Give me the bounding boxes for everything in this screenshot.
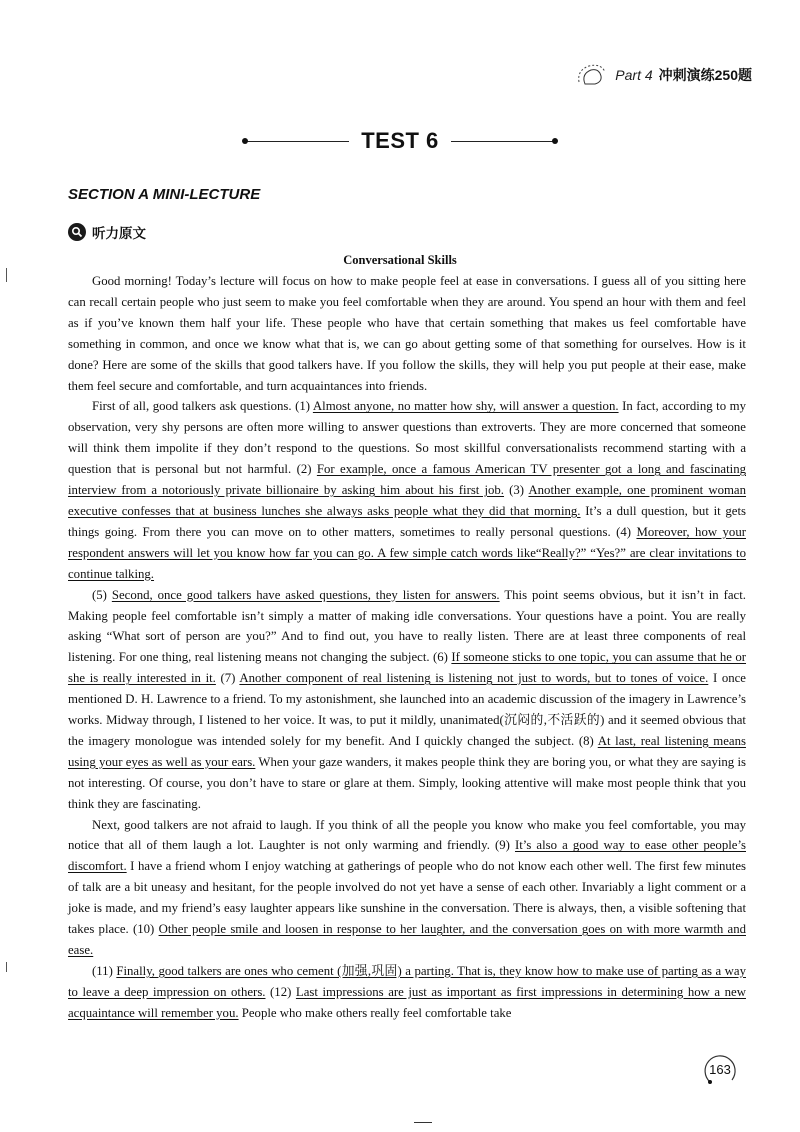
heading-rule-left xyxy=(245,141,349,142)
paragraph-text: (7) xyxy=(215,671,240,686)
article-title: Conversational Skills xyxy=(343,253,457,267)
paragraph-text: (5) xyxy=(92,587,112,602)
underlined-answer-text: Last impressions are just as important as first impressions in determining how a new acquaintance will remember you. xyxy=(68,984,746,1020)
underlined-answer-text: If someone sticks to one topic, you can assume that he or she is really interested in it. xyxy=(68,650,747,686)
page-number-text: 163 xyxy=(709,1062,731,1077)
paragraph-text: When your gaze wanders, it makes people think they are boring you, or what they are saying is not interesting. Of course, you don’t have to stare or glare at them. Simply, looking attentive will make most people think that you think they are fascinating. xyxy=(68,754,746,811)
paragraph-text: Good morning! Today’s lecture will focus on how to make people feel at ease in conversations. I guess all of you sitting here can recall certain people who just seem to make you feel comfortable when they are around. You spend an hour with them and feel as if you’ve known them half your life. These people who have that certain something that makes us feel comfortable have something in common, and once we know what that is, we can go about getting some of that something for ourselves. How is it done? Here are some of the skills that good talkers have. If you follow the skills, they will help you put people at their ease, make them feel secure and comfortable, and turn acquaintances into friends. xyxy=(68,274,746,393)
heading-rule-right xyxy=(451,141,555,142)
paragraph xyxy=(68,961,746,1024)
listening-label: 听力原文 xyxy=(92,226,146,242)
paragraph xyxy=(68,396,746,584)
part-decoration-icon xyxy=(575,62,609,88)
paragraph-text: Next, good talkers are not afraid to laugh. If you think of all the people you know who make you feel comfortable, you may notice that all of them laugh a lot. Laughter is not only warming and friendly. (9) xyxy=(68,817,746,853)
margin-mark xyxy=(6,268,7,282)
paragraph-text: (12) xyxy=(265,984,296,999)
paragraph-text: (11) xyxy=(92,963,117,978)
underlined-answer-text: Finally, good talkers are ones who cement (加强,巩固) a parting. That is, they know how to make use of parting as a way to leave a deep impression on others. xyxy=(68,963,746,999)
paragraph-text: I have a friend whom I enjoy watching at gatherings of people who do not know each other well. The first few minutes of talk are a bit uneasy and hesitant, for the people involved do not yet have a sense of each other. Invariably a light comment or a joke is made, and my friend’s easy laughter appears like sunshine in the conversation. There is always, then, a visible softening that takes place. (10) xyxy=(68,859,746,937)
underlined-answer-text: At last, real listening means using your eyes as well as your ears. xyxy=(68,733,746,769)
margin-mark xyxy=(6,962,7,972)
paragraph-text: (3) xyxy=(504,483,529,498)
paragraph-text: First of all, good talkers ask questions. (1) xyxy=(92,399,313,414)
paragraph xyxy=(68,585,746,815)
bottom-mark xyxy=(414,1122,432,1123)
paragraph-text: In fact, according to my observation, very shy persons are often more willing to answer questions than extroverts. They are more concerned that someone will think them impolite if they don’t respond to the questions. So most skillful conversationalists recommend starting with a question that is personal but not harmful. (2) xyxy=(68,399,747,477)
underlined-answer-text: It’s also a good way to ease other people’s discomfort. xyxy=(68,838,746,874)
paragraph-text: This point seems obvious, but it isn’t in fact. Making people feel comfortable isn’t simply a matter of making idle conversations. Your questions have a point. You are really asking “What sort of person are you?” And to find out, you have to really listen. There are at least three components of real listening. For one thing, real listening means not changing the subject. (6) xyxy=(68,587,746,665)
underlined-answer-text: Another component of real listening is listening not just to words, but to tones of voice. xyxy=(239,671,709,686)
underlined-answer-text: Other people smile and loosen in response to her laughter, and the conversation goes on with more warmth and ease. xyxy=(68,922,746,957)
part-label: Part 4 xyxy=(615,67,653,83)
underlined-answer-text: Almost anyone, no matter how shy, will answer a question. xyxy=(312,399,619,414)
magnifier-icon xyxy=(68,223,86,241)
test-title: TEST 6 xyxy=(361,128,439,153)
underlined-answer-text: Second, once good talkers have asked questions, they listen for answers. xyxy=(111,587,500,602)
running-header xyxy=(575,62,752,88)
paragraph-text: People who make others really feel comfortable take xyxy=(238,1005,512,1020)
paragraph-text: It’s a dull question, but it gets things going. From there you can move on to other matters, sometimes to really personal questions. (4) xyxy=(68,503,746,539)
listening-label-row xyxy=(68,222,146,242)
paragraph xyxy=(68,271,746,396)
underlined-answer-text: Moreover, how your respondent answers will let you know how far you can go. A few simple catch words like“Really?” “Yes?” are clear invitations to continue talking. xyxy=(68,524,746,581)
section-chinese-title: 冲刺演练250题 xyxy=(658,67,752,83)
underlined-answer-text: Another example, one prominent woman executive confesses that at business lunches she always asks people what they did that morning. xyxy=(68,483,747,518)
section-title: SECTION A MINI-LECTURE xyxy=(68,186,261,203)
test-heading xyxy=(0,128,800,154)
paragraph-text: I once mentioned D. H. Lawrence to a friend. To my astonishment, she launched into an academic discussion of the imagery in Lawrence’s works. Midway through, I listened to her voice. It was, to put it mildly, unanimated(沉闷的,不活跃的) and it seemed obvious that the imagery monologue was intended solely for my benefit. And I quickly changed the subject. (8) xyxy=(68,671,746,748)
page-number xyxy=(702,1052,738,1088)
lecture-transcript xyxy=(68,271,746,1024)
underlined-answer-text: For example, once a famous American TV presenter got a long and fascinating interview from a notoriously private billionaire by asking him about his first job. xyxy=(68,462,746,498)
paragraph xyxy=(68,815,746,961)
